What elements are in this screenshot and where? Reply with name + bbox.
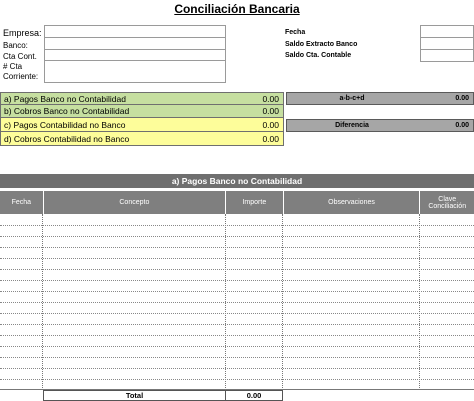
column-header-fecha[interactable]: Fecha <box>0 191 44 214</box>
cta-cont-field[interactable] <box>44 50 226 61</box>
column-header-clave[interactable]: Clave Conciliación <box>420 191 474 214</box>
section-title-bar: a) Pagos Banco no Contabilidad <box>0 174 474 188</box>
total-value: 0.00 <box>226 390 283 401</box>
diferencia-row <box>286 119 474 132</box>
num-cta-label: # Cta <box>3 62 23 71</box>
banco-field[interactable] <box>44 38 226 50</box>
grid-row-line <box>0 291 474 292</box>
banco-label: Banco: <box>3 41 28 50</box>
saldo-contable-label: Saldo Cta. Contable <box>285 52 352 59</box>
grid-row-line <box>0 280 474 281</box>
saldo-contable-field[interactable] <box>420 50 474 62</box>
summary-row-c <box>0 118 284 132</box>
column-header-row <box>0 191 474 214</box>
total-label: Total <box>43 390 226 401</box>
column-header-observaciones[interactable]: Observaciones <box>284 191 421 214</box>
grid-row-line <box>0 379 474 380</box>
summary-label: c) Pagos Contabilidad no Banco <box>4 119 126 130</box>
summary-label: a) Pagos Banco no Contabilidad <box>4 93 126 104</box>
column-header-concepto[interactable]: Concepto <box>44 191 226 214</box>
diferencia-value: 0.00 <box>455 122 469 129</box>
empresa-field[interactable] <box>44 25 226 38</box>
summary-label: b) Cobros Banco no Contabilidad <box>4 106 130 116</box>
summary-row-d <box>0 132 284 146</box>
summary-row-a <box>0 92 284 105</box>
fecha-field[interactable] <box>420 25 474 38</box>
num-cta-field[interactable] <box>44 61 226 83</box>
formula-value: 0.00 <box>455 95 469 102</box>
page-title: Conciliación Bancaria <box>174 2 300 16</box>
summary-value: 0.00 <box>262 133 279 144</box>
summary-row-b <box>0 105 284 118</box>
corriente-label: Corriente: <box>3 72 39 81</box>
grid-row-line <box>0 302 474 303</box>
grid-row-line <box>0 225 474 226</box>
grid-row-line <box>0 313 474 314</box>
grid-row-line <box>0 324 474 325</box>
grid-row-line <box>0 258 474 259</box>
grid-row-line <box>0 335 474 336</box>
grid-row-line <box>0 236 474 237</box>
summary-value: 0.00 <box>262 119 279 130</box>
formula-row <box>286 92 474 105</box>
grid-row-line <box>0 346 474 347</box>
pagos-grid[interactable] <box>0 214 474 390</box>
cta-cont-label: Cta Cont. <box>3 52 37 61</box>
saldo-extracto-field[interactable] <box>420 38 474 50</box>
empresa-label: Empresa: <box>3 28 42 38</box>
diferencia-label: Diferencia <box>335 122 369 129</box>
saldo-extracto-label: Saldo Extracto Banco <box>285 41 358 48</box>
grid-row-line <box>0 247 474 248</box>
formula-label: a-b-c+d <box>339 95 365 102</box>
summary-value: 0.00 <box>262 93 279 104</box>
grid-row-line <box>0 269 474 270</box>
grid-row-line <box>0 357 474 358</box>
summary-value: 0.00 <box>262 106 279 116</box>
fecha-label: Fecha <box>285 29 306 36</box>
column-header-importe[interactable]: Importe <box>226 191 284 214</box>
grid-row-line <box>0 368 474 369</box>
summary-label: d) Cobros Contabilidad no Banco <box>4 133 130 144</box>
